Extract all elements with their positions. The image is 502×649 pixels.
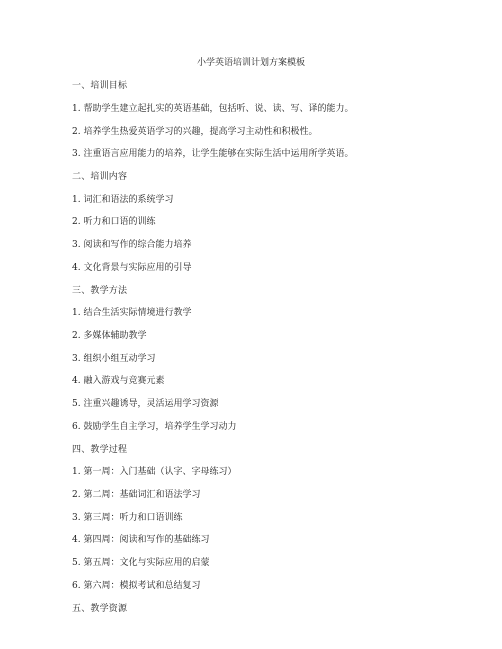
method-item-5: 5. 注重兴趣诱导，灵活运用学习资源 — [72, 399, 219, 409]
process-item-1: 1. 第一周：入门基础（认字、字母练习） — [72, 467, 237, 477]
method-item-2: 2. 多媒体辅助教学 — [72, 331, 147, 341]
document-title: 小学英语培训计划方案模板 — [196, 58, 305, 68]
process-item-3: 3. 第三周：听力和口语训练 — [72, 513, 183, 523]
section-heading-content: 二、培训内容 — [72, 172, 128, 182]
goal-item-2: 2. 培养学生热爱英语学习的兴趣，提高学习主动性和积极性。 — [72, 127, 318, 137]
section-heading-goals: 一、培训目标 — [72, 81, 128, 91]
process-item-2: 2. 第二周：基础词汇和语法学习 — [72, 490, 201, 500]
content-item-2: 2. 听力和口语的训练 — [72, 217, 156, 227]
section-heading-resources: 五、教学资源 — [72, 604, 128, 614]
method-item-4: 4. 融入游戏与竞赛元素 — [72, 376, 165, 386]
content-item-3: 3. 阅读和写作的综合能力培养 — [72, 240, 192, 250]
goal-item-3: 3. 注重语言应用能力的培养，让学生能够在实际生活中运用所学英语。 — [72, 149, 354, 159]
method-item-3: 3. 组织小组互动学习 — [72, 354, 156, 364]
method-item-1: 1. 结合生活实际情境进行教学 — [72, 308, 192, 318]
content-item-1: 1. 词汇和语法的系统学习 — [72, 195, 174, 205]
section-heading-methods: 三、教学方法 — [72, 286, 128, 296]
goal-item-1: 1. 帮助学生建立起扎实的英语基础，包括听、说、读、写、译的能力。 — [72, 104, 354, 114]
process-item-5: 5. 第五周：文化与实际应用的启蒙 — [72, 558, 210, 568]
section-heading-process: 四、教学过程 — [72, 445, 128, 455]
content-item-4: 4. 文化背景与实际应用的引导 — [72, 263, 192, 273]
process-item-4: 4. 第四周：阅读和写作的基础练习 — [72, 535, 210, 545]
method-item-6: 6. 鼓励学生自主学习，培养学生学习动力 — [72, 422, 237, 432]
process-item-6: 6. 第六周：模拟考试和总结复习 — [72, 581, 201, 591]
